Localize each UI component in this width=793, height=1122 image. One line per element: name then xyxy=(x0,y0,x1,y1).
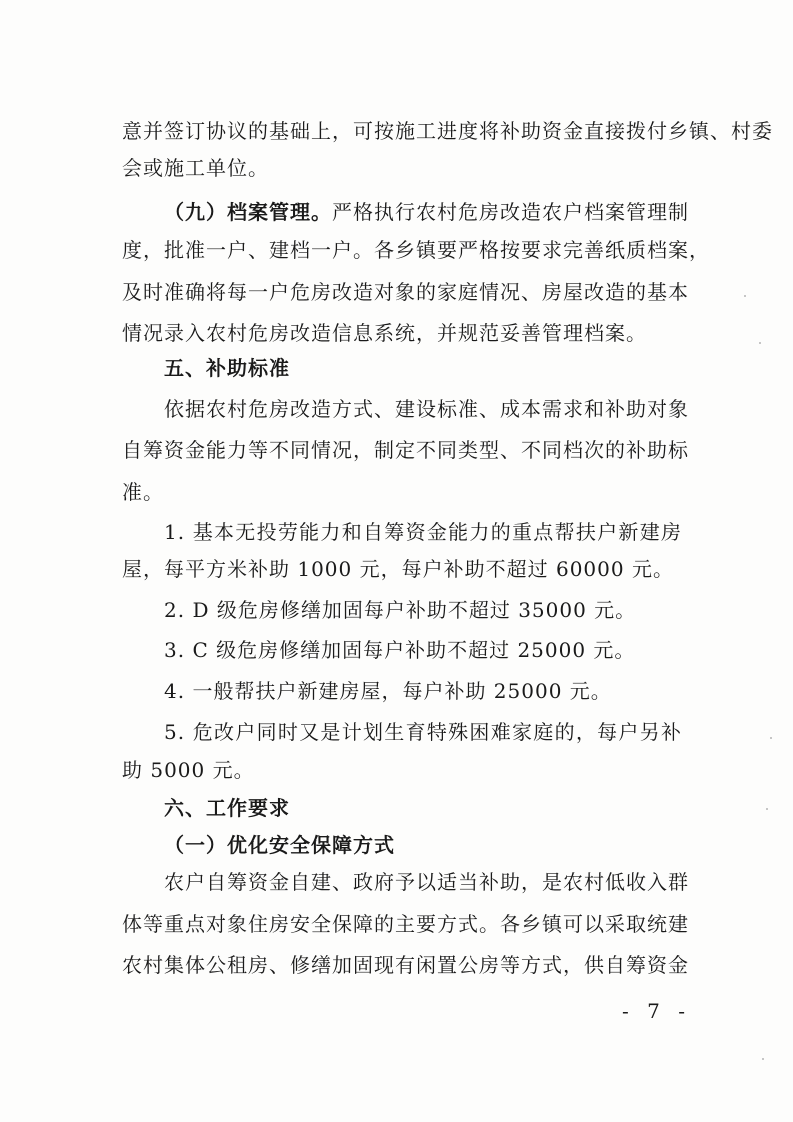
body-text-line: 自筹资金能力等不同情况，制定不同类型、不同档次的补助标 xyxy=(122,438,689,462)
scan-speck xyxy=(759,342,761,344)
list-item: 5. 危改户同时又是计划生育特殊困难家庭的，每户另补 xyxy=(164,720,682,744)
body-text-line: 依据农村危房改造方式、建设标准、成本需求和补助对象 xyxy=(164,397,689,421)
section-heading: 五、补助标准 xyxy=(164,356,290,380)
body-text-line: 农户自筹资金自建、政府予以适当补助，是农村低收入群 xyxy=(164,870,689,894)
scan-speck xyxy=(766,808,768,810)
list-item: 2. D 级危房修缮加固每户补助不超过 35000 元。 xyxy=(164,598,637,622)
body-text-line: 准。 xyxy=(122,480,164,504)
scan-speck xyxy=(762,1058,764,1060)
paragraph-archive-management xyxy=(164,199,689,225)
body-text-line: 意并签订协议的基础上，可按施工进度将补助资金直接拨付乡镇、村委 xyxy=(122,119,773,143)
scan-speck xyxy=(744,295,746,297)
list-item: 助 5000 元。 xyxy=(122,758,255,782)
subsection-heading: （一）优化安全保障方式 xyxy=(164,833,395,857)
page-number: - 7 - xyxy=(622,999,691,1023)
list-item: 1. 基本无投劳能力和自筹资金能力的重点帮扶户新建房 xyxy=(164,520,682,544)
section-lead: （九）档案管理。 xyxy=(164,200,332,224)
scan-speck xyxy=(770,737,772,739)
list-item: 4. 一般帮扶户新建房屋，每户补助 25000 元。 xyxy=(164,679,612,703)
list-item: 屋，每平方米补助 1000 元，每户补助不超过 60000 元。 xyxy=(122,557,674,581)
body-text-line: 情况录入农村危房改造信息系统，并规范妥善管理档案。 xyxy=(122,321,647,345)
section-heading: 六、工作要求 xyxy=(164,796,290,820)
body-text-line: 及时准确将每一户危房改造对象的家庭情况、房屋改造的基本 xyxy=(122,280,689,304)
body-text-line: 严格执行农村危房改造农户档案管理制 xyxy=(332,200,689,224)
body-text-line: 体等重点对象住房安全保障的主要方式。各乡镇可以采取统建 xyxy=(122,912,689,936)
body-text-line: 农村集体公租房、修缮加固现有闲置公房等方式，供自筹资金 xyxy=(122,953,689,977)
body-text-line: 会或施工单位。 xyxy=(122,156,269,180)
list-item: 3. C 级危房修缮加固每户补助不超过 25000 元。 xyxy=(164,638,636,662)
body-text-line: 度，批准一户、建档一户。各乡镇要严格按要求完善纸质档案， xyxy=(122,238,710,262)
